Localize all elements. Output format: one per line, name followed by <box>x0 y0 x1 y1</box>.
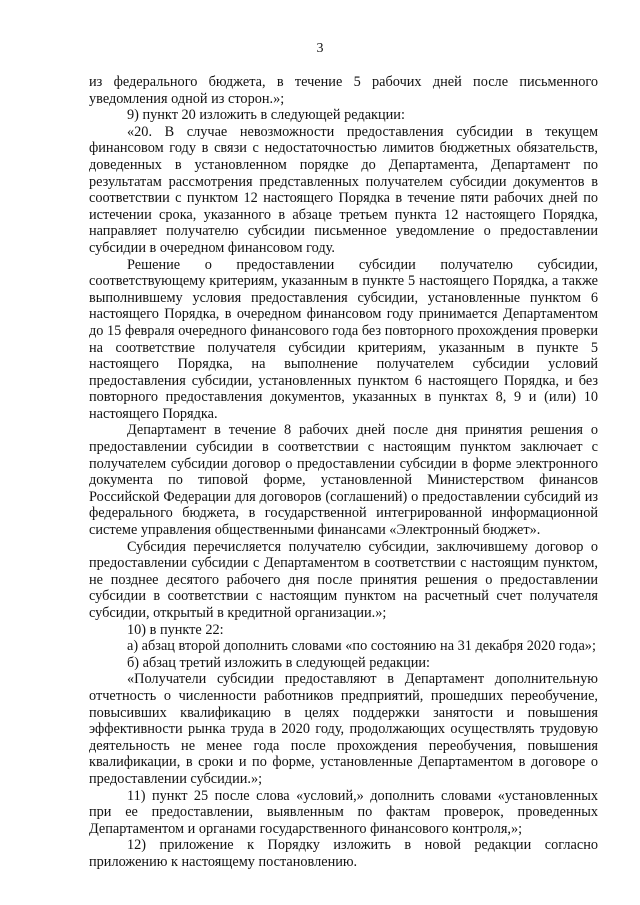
paragraph: 10) в пункте 22: <box>127 621 224 638</box>
paragraph: 12) приложение к Порядку изложить в новой редакции согласно приложению к настоящему постановлению. <box>89 837 598 870</box>
paragraph: «Получатели субсидии предоставляют в Департамент дополнительную отчетность о численности работников предприятий, прошедших переобучение, повысивших квалификацию в целях поддержки занятости и повышения эффективности рынка труда в 2020 году, продолжающих осуществлять трудовую деятельность не менее года после прохождения переобучения, повышения квалификации, в сроки и по форме, установленные Департаментом в договоре о предоставлении субсидии.»; <box>89 671 598 787</box>
paragraph: Субсидия перечисляется получателю субсидии, заключившему договор о предоставлении субсидии с Департаментом в соответствии с настоящим пунктом, не позднее десятого рабочего дня после принятия решения о предоставлении субсидии в соответствии с настоящим пунктом на расчетный счет получателя субсидии, открытый в кредитной организации.»; <box>89 538 598 621</box>
document-body <box>89 74 598 871</box>
paragraph: б) абзац третий изложить в следующей редакции: <box>127 654 431 671</box>
paragraph: «20. В случае невозможности предоставления субсидии в текущем финансовом году в связи с недостаточностью лимитов бюджетных обязательств, доведенных в установленном порядке до Департамента, Департамент по результатам рассмотрения представленных получателем субсидии документов в соответствии с пунктом 12 настоящего Порядка в течение пяти рабочих дней по истечении срока, указанного в абзаце третьем пункта 12 настоящего Порядка, направляет получателю субсидии письменное уведомление о предоставлении субсидии в очередном финансовом году. <box>89 123 598 256</box>
page-number: 3 <box>316 41 324 56</box>
paragraph: Решение о предоставлении субсидии получателю субсидии, соответствующему критериям, указанным в пункте 5 настоящего Порядка, а также выполнившему условия предоставления субсидии, установленные пунктом 6 настоящего Порядка, в очередном финансовом году принимается Департаментом до 15 февраля очередного финансового года без повторного прохождения проверки на соответствие получателя субсидии критериям, указанным в пункте 5 настоящего Порядка, на выполнение получателем субсидии условий предоставления субсидии, установленных пунктом 6 настоящего Порядка, и без повторного предоставления документов, указанных в пунктах 8, 9 и (или) 10 настоящего Порядка. <box>89 256 598 422</box>
paragraph: Департамент в течение 8 рабочих дней после дня принятия решения о предоставлении субсидии в соответствии с настоящим пунктом заключает с получателем субсидии договор о предоставлении субсидии в форме электронного документа по типовой форме, установленной Министерством финансов Российской Федерации для договоров (соглашений) о предоставлении субсидий из федерального бюджета, в государственной интегрированной информационной системе управления общественными финансами «Электронный бюджет». <box>89 422 598 539</box>
paragraph: из федерального бюджета, в течение 5 рабочих дней после письменного уведомления одной из сторон.»; <box>89 74 598 107</box>
paragraph: 11) пункт 25 после слова «условий,» дополнить словами «установленных при ее предоставлении, выявленным по фактам проверок, проведенных Департаментом и органами государственного финансового контроля,»; <box>89 787 598 837</box>
paragraph: 9) пункт 20 изложить в следующей редакции: <box>127 107 405 124</box>
paragraph: а) абзац второй дополнить словами «по состоянию на 31 декабря 2020 года»; <box>127 638 596 655</box>
